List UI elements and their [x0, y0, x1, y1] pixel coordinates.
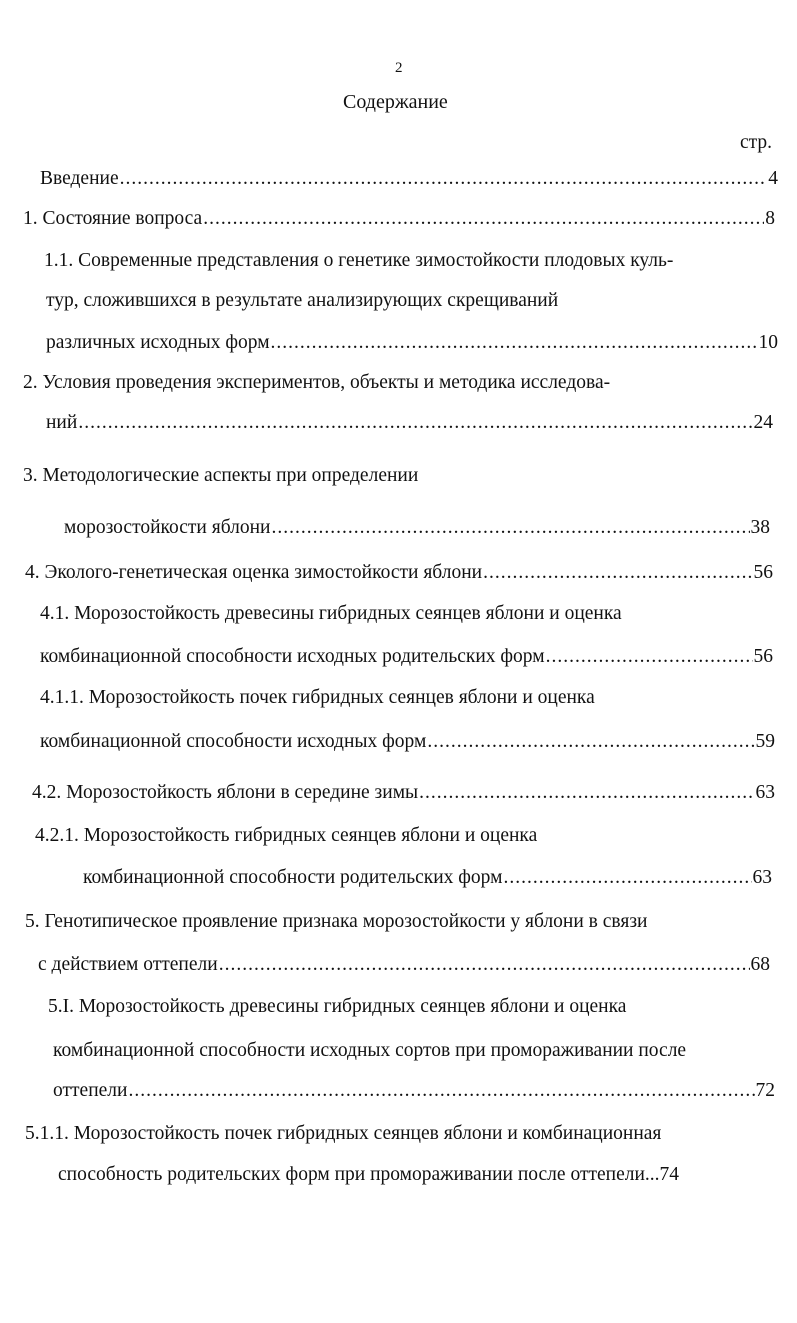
toc-entry-section-1 — [23, 207, 775, 231]
toc-entry-section-3-line1: 3. Методологические аспекты при определении — [23, 465, 419, 486]
toc-entry-page: 4 — [768, 168, 778, 189]
toc-entry-page: 63 — [755, 782, 775, 803]
toc-entry-text: 4. Эколого-генетическая оценка зимостойкости яблони — [25, 562, 483, 583]
toc-leader-dots — [219, 953, 750, 977]
toc-entry-page: 56 — [753, 562, 773, 583]
toc-entry-section-5 — [38, 953, 770, 977]
toc-entry-section-4 — [25, 561, 773, 585]
toc-leader-dots — [203, 207, 764, 231]
toc-entry-text: 4.2. Морозостойкость яблони в середине зимы — [32, 782, 419, 803]
toc-leader-dots — [503, 866, 751, 890]
toc-leader-dots — [546, 645, 753, 669]
toc-entry-section-5-1-1-line2: способность родительских форм при промораживании после оттепели...74 — [58, 1164, 680, 1185]
toc-leader-dots — [78, 411, 752, 435]
toc-entry-page: 24 — [753, 412, 773, 433]
toc-entry-section-4-2-1-line1: 4.2.1. Морозостойкость гибридных сеянцев яблони и оценка — [35, 825, 538, 846]
toc-entry-section-5-1-line2: комбинационной способности исходных сортов при промораживании после — [53, 1040, 687, 1061]
toc-entry-page: 8 — [765, 208, 775, 229]
page-title: Содержание — [343, 91, 448, 113]
toc-leader-dots — [483, 561, 752, 585]
toc-entry-section-2 — [46, 411, 773, 435]
toc-entry-section-4-1-1 — [40, 730, 775, 754]
toc-entry-text: морозостойкости яблони — [64, 517, 271, 538]
toc-entry-text: 1. Состояние вопроса — [23, 208, 203, 229]
toc-entry-section-5-1-line1: 5.I. Морозостойкость древесины гибридных сеянцев яблони и оценка — [48, 996, 627, 1017]
toc-leader-dots — [419, 781, 754, 805]
toc-entry-section-4-1-line1: 4.1. Морозостойкость древесины гибридных сеянцев яблони и оценка — [40, 603, 622, 624]
toc-entry-page: 63 — [752, 867, 772, 888]
toc-entry-section-5-1-1-line1: 5.1.1. Морозостойкость почек гибридных сеянцев яблони и комбинационная — [25, 1123, 662, 1144]
toc-entry-text: ний — [46, 412, 78, 433]
toc-entry-text: различных исходных форм — [46, 332, 270, 353]
toc-entry-intro — [40, 167, 778, 191]
toc-entry-section-2-line1: 2. Условия проведения экспериментов, объекты и методика исследова- — [23, 372, 611, 393]
toc-leader-dots — [271, 516, 749, 540]
toc-entry-text: с действием оттепели — [38, 954, 218, 975]
toc-entry-section-4-2 — [32, 781, 775, 805]
toc-entry-section-5-line1: 5. Генотипическое проявление признака морозостойкости у яблони в связи — [25, 911, 648, 932]
toc-entry-page: 10 — [758, 332, 778, 353]
toc-entry-page: 72 — [755, 1080, 775, 1101]
toc-entry-section-4-1-1-line1: 4.1.1. Морозостойкость почек гибридных сеянцев яблони и оценка — [40, 687, 595, 708]
toc-entry-text: комбинационной способности исходных родительских форм — [40, 646, 545, 667]
toc-entry-section-4-2-1 — [83, 866, 772, 890]
toc-entry-section-1-1-line2: тур, сложившихся в результате анализирующих скрещиваний — [46, 290, 559, 311]
toc-entry-text: Введение — [40, 168, 119, 189]
page-number: 2 — [395, 60, 403, 76]
toc-leader-dots — [427, 730, 754, 754]
toc-leader-dots — [271, 331, 758, 355]
toc-entry-section-1-1-line1: 1.1. Современные представления о генетике зимостойкости плодовых куль- — [44, 250, 674, 271]
toc-entry-text: оттепели — [53, 1080, 128, 1101]
page-column-label: стр. — [740, 132, 773, 153]
toc-leader-dots — [128, 1079, 754, 1103]
toc-entry-section-3 — [64, 516, 770, 540]
toc-entry-text: комбинационной способности родительских форм — [83, 867, 503, 888]
toc-entry-section-1-1 — [46, 331, 778, 355]
toc-entry-page: 56 — [753, 646, 773, 667]
toc-leader-dots — [120, 167, 768, 191]
toc-entry-section-5-1 — [53, 1079, 775, 1103]
toc-entry-section-4-1 — [40, 645, 773, 669]
toc-entry-page: 59 — [755, 731, 775, 752]
toc-entry-page: 68 — [750, 954, 770, 975]
toc-entry-text: комбинационной способности исходных форм — [40, 731, 427, 752]
toc-entry-page: 38 — [750, 517, 770, 538]
